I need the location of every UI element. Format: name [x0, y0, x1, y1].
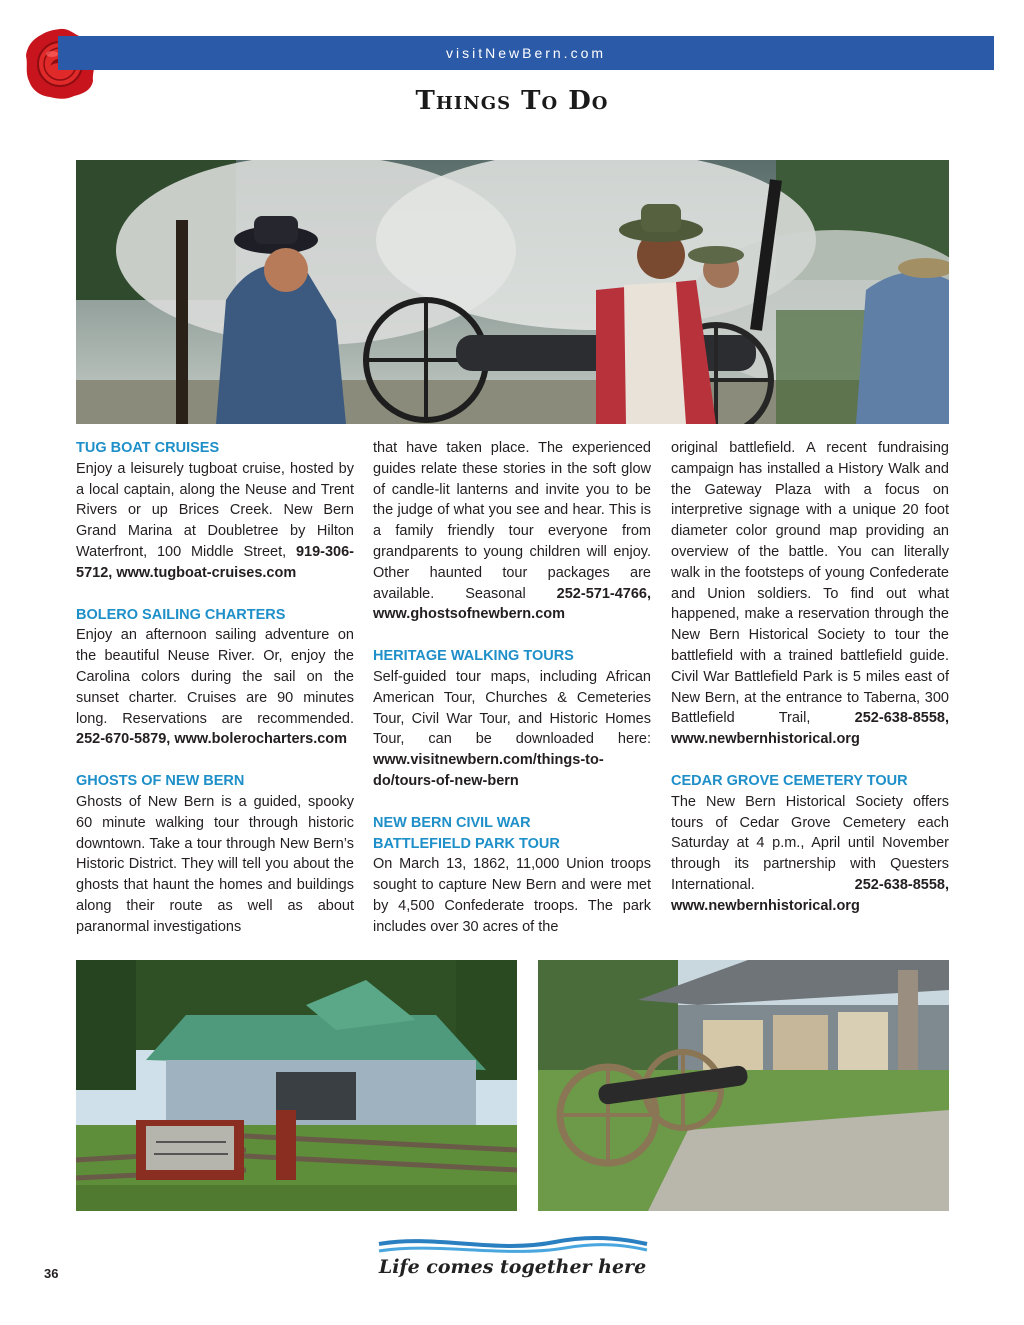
- contact-cedar[interactable]: 252-638-8558, www.newbernhistorical.org: [671, 876, 949, 914]
- section-heading-ghosts: GHOSTS OF NEW BERN: [76, 773, 245, 790]
- section-body-bolero: Enjoy an afternoon sailing adventure on the beautiful Neuse River. Or, enjoy the Carolina colors during the sail on the sunset charter. Cruises are 90 minutes long. Reservations are recommended.: [76, 627, 354, 727]
- contact-civilwar[interactable]: 252-638-8558, www.newbernhistorical.org: [671, 710, 949, 748]
- cannon-pavilion-photo: [538, 960, 949, 1211]
- section-body-civilwar-part2: original battlefield. A recent fundraising campaign has installed a History Walk and the Gateway Plaza with a focus on interpretive signage with a unique 20 foot diameter color ground map providing an overview of the battle. You can literally walk in the footsteps of young Confederate and Union soldiers. To find out what happened, make a reservation through the New Bern Historical Society to tour the battlefield with a trained battlefield guide. Civil War Battlefield Park is 5 miles east of New Bern, at the entrance to Taberna, 300 Battlefield Trail,: [671, 440, 949, 727]
- section-body-heritage: Self-guided tour maps, including African American Tour, Churches & Cemeteries Tour, Civil War Tour, and Historic Homes Tour, can be downloaded here:: [373, 668, 651, 748]
- section-body-cedar: The New Bern Historical Society offers tours of Cedar Grove Cemetery each Saturday at 4 p.m., April until November through its partnership with Questers International.: [671, 793, 949, 893]
- column-1: [76, 438, 354, 938]
- section-heading-civilwar-line1: NEW BERN CIVIL WAR: [373, 814, 531, 831]
- site-banner: [58, 36, 994, 70]
- section-body-ghosts-part1: Ghosts of New Bern is a guided, spooky 60 minute walking tour through historic downtown. Take a tour through New Bern’s Historic District. They will tell you about the ghosts that haunt the homes and buildings along their route as well as about paranormal investigations: [76, 793, 354, 935]
- section-heading-civilwar-line2: BATTLEFIELD PARK TOUR: [373, 835, 560, 852]
- contact-heritage[interactable]: www.visitnewbern.com/things-to-do/tours-of-new-bern: [373, 752, 604, 789]
- tagline-logo: [375, 1232, 650, 1282]
- column-2: [373, 438, 651, 938]
- tagline-text: Life comes together here: [378, 1256, 647, 1278]
- page-title: Things To Do: [415, 86, 609, 116]
- contact-ghosts[interactable]: 252-571-4766, www.ghostsofnewbern.com: [373, 585, 651, 623]
- section-heading-heritage: HERITAGE WALKING TOURS: [373, 648, 574, 665]
- hero-photo: [76, 160, 949, 424]
- wave-icon: [375, 1232, 650, 1258]
- section-heading-tugboat: TUG BOAT CRUISES: [76, 440, 220, 456]
- contact-bolero[interactable]: 252-670-5879, www.bolerocharters.com: [76, 731, 348, 748]
- page-number: 36: [44, 1266, 59, 1281]
- contact-tugboat[interactable]: 919-306-5712, www.tugboat-cruises.com: [76, 543, 354, 581]
- site-url: visitNewBern.com: [445, 45, 607, 61]
- column-3: [671, 438, 949, 917]
- section-body-tugboat: Enjoy a leisurely tugboat cruise, hosted by a local captain, along the Neuse and Trent Rivers or up Brices Creek. New Bern Grand Marina at Doubletree by Hilton Waterfront, 100 Middle Street,: [76, 460, 354, 560]
- section-heading-cedar: CEDAR GROVE CEMETERY TOUR: [671, 772, 908, 789]
- section-heading-bolero: BOLERO SAILING CHARTERS: [76, 606, 286, 623]
- battlefield-park-photo: [76, 960, 517, 1211]
- section-body-ghosts-part2: that have taken place. The experienced guides relate these stories in the soft glow of candle-lit lanterns and invite you to be the judge of what you see and hear. This is a family friendly tour everyone from grandparents to young children will enjoy. Other haunted tour packages are available. Seasonal: [373, 440, 651, 602]
- section-body-civilwar-part1: On March 13, 1862, 11,000 Union troops sought to capture New Bern and were met by 4,500 Confederate troops. The park includes over 30 acres of the: [373, 856, 651, 935]
